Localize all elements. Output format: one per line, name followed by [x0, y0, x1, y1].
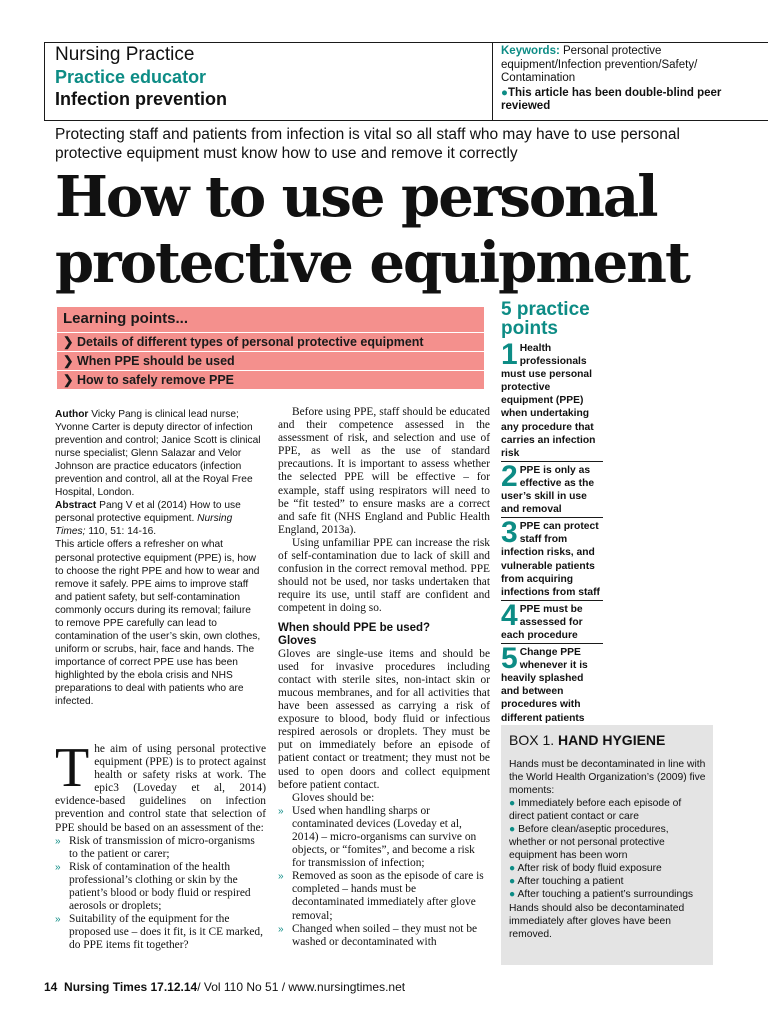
box-item [509, 862, 707, 875]
bullet-dot-icon: ● [509, 876, 516, 888]
topic-label: Infection prevention [55, 89, 228, 109]
double-chevron-icon: » [55, 914, 61, 926]
author-abstract-column [55, 408, 262, 708]
list-item-text: Removed as soon as the episode of care is completed – hands must be decontaminated immediately after glove removal; [292, 870, 484, 922]
learning-point [57, 332, 484, 351]
citation-text: Pang V et al (2014) How to use personal protective equipment. [55, 500, 241, 525]
box-item-text: After touching a patient [517, 876, 624, 888]
practice-point [501, 459, 603, 518]
learning-point [57, 370, 484, 389]
list-item [55, 861, 266, 913]
list-item-text: Used when handling sharps or contaminated devices (Loveday et al, 2014) – micro-organisms can survive on objects, or “fomites”, and become a risk for transmission of infection; [292, 804, 477, 870]
paragraph: Gloves are single-use items and should be used for invasive procedures including contact with sterile sites, non-intact skin or mucous membranes, and for all activities that have been assessed as carrying a risk of exposure to blood, body fluid or infectious respired aerosols or droplets. They must be put on immediately before an episode of patient contact or treatment; they must not be used to open doors and collect equipment before patient contact. [278, 647, 490, 791]
section-label: Nursing Practice [55, 44, 195, 65]
double-chevron-icon: » [278, 805, 284, 817]
subheading-gloves: Gloves [278, 634, 317, 647]
paragraph: Using unfamiliar PPE can increase the risk of self-contamination due to lack of skill and confusion in the correct removal method. PPE should not be used, nor tasks undertaken that require its use, until staff are confident and competent in doing so. [278, 536, 490, 615]
citation-volume: 110, 51: 14-16. [88, 526, 157, 538]
list-item-text: Risk of contamination of the health professional’s clothing or skin by the patient’s blood or body fluid or respired aerosols or droplets; [69, 860, 251, 913]
practice-point-text: PPE can protect staff from infection risks, and vulnerable patients from acquiring infections from staff [501, 521, 600, 598]
list-item [278, 923, 490, 949]
practice-point [501, 642, 603, 726]
peer-review-note: This article has been double-blind peer reviewed [501, 86, 722, 112]
practice-points-list [501, 338, 603, 728]
double-chevron-icon: » [278, 871, 284, 883]
header-rule-divider [492, 42, 493, 120]
practice-point-text: Change PPE whenever it is heavily splashed and between procedures with different patients [501, 647, 588, 724]
page-footer [44, 980, 405, 994]
abstract-label: Abstract [55, 500, 97, 512]
learning-point-text: Details of different types of personal protective equipment [77, 335, 424, 349]
learning-point [57, 351, 484, 370]
list-item-text: Risk of transmission of micro-organisms to the patient or carer; [69, 834, 255, 860]
list-item [278, 870, 490, 922]
page-number: 14 [44, 980, 58, 994]
box-title [501, 725, 713, 754]
practice-point [501, 516, 603, 601]
box-heading: HAND HYGIENE [558, 732, 666, 748]
bullet-dot-icon: ● [509, 824, 516, 836]
learning-point-text: How to safely remove PPE [77, 373, 235, 387]
keywords-label: Keywords: [501, 45, 560, 57]
body-column-2 [278, 406, 490, 949]
learning-point-text: When PPE should be used [77, 354, 235, 368]
footer-journal: Nursing Times 17.12.14 [64, 980, 198, 994]
assessment-list [55, 835, 266, 953]
abstract-citation [55, 499, 262, 538]
double-chevron-icon: » [55, 861, 61, 873]
chevron-right-icon: ❯ [63, 354, 74, 368]
body-column-1 [55, 737, 266, 953]
practice-point-text: Health professionals must use personal protective equipment (PPE) when undertaking any procedure that carries an infection risk [501, 343, 596, 459]
subheading: When should PPE be used? [278, 621, 431, 634]
learning-points-title: Learning points... [63, 310, 189, 327]
list-item-text: Suitability of the equipment for the proposed use – does it fit, is it CE marked, do PPE items fit together? [69, 913, 263, 952]
keywords-block [501, 45, 731, 114]
box-item [509, 875, 707, 888]
practice-point-text: PPE is only as effective as the user’s skill in use and removal [501, 464, 595, 516]
paragraph: Gloves should be: [292, 791, 375, 804]
double-chevron-icon: » [55, 835, 61, 847]
bullet-dot-icon: ● [509, 889, 516, 901]
list-item-text: Changed when soiled – they must not be washed or decontaminated with [292, 922, 478, 948]
standfirst: Protecting staff and patients from infection is vital so all staff who may have to use personal protective equipment must know how to use and remove it correctly [55, 126, 680, 162]
practice-point-number: 5 [501, 642, 518, 676]
practice-points-title: 5 practice points [501, 299, 590, 339]
subsection-label: Practice educator [55, 67, 207, 87]
chevron-right-icon: ❯ [63, 335, 74, 349]
bullet-dot-icon: ● [501, 86, 508, 99]
author-text: Vicky Pang is clinical lead nurse; Yvonne Carter is deputy director of infection prevention and control; Janice Scott is clinical nurse specialist; Glenn Salazar and Velor Johnson are practice educators (infection prevention and control, all at the Royal Free Hospital, London. [55, 409, 261, 499]
box-item [509, 888, 707, 901]
journal-name: Nursing Times; [55, 513, 233, 538]
double-chevron-icon: » [278, 923, 284, 935]
box-item-text: After risk of body fluid exposure [517, 863, 662, 875]
keywords-text: Personal protective equipment/Infection prevention/Safety/ Contamination [501, 45, 698, 84]
header-rule-left [44, 42, 45, 120]
practice-point-number: 4 [501, 598, 518, 632]
footer-issue: / Vol 110 No 51 / www.nursingtimes.net [197, 980, 406, 994]
list-item [55, 835, 266, 861]
list-item [278, 805, 490, 870]
drop-cap: T [55, 737, 90, 799]
box-item-text: After touching a patient’s surroundings [517, 889, 694, 901]
paragraph: Before using PPE, staff should be educated and their competence assessed in the assessment of risk, and selection and use of PPE, as well as the use of standard precautions. It is important to assess whether the selected PPE will be effective – for example, staff using respirators will need to be “fit tested” to ensure masks are a correct and safe fit (NHS England and Public Health England, 2013a). [278, 406, 490, 536]
intro-text: he aim of using personal protective equipment (PPE) is to protect against health or safety risks at work. The epic3 (Loveday et al, 2014) evidence-based guidelines on infection prevention and control state that selection of PPE should be based on an assessment of the: [55, 743, 266, 834]
author-label: Author [55, 409, 89, 420]
intro-paragraph [55, 737, 266, 835]
author-info [55, 408, 262, 499]
bullet-dot-icon: ● [509, 798, 516, 810]
practice-point-number: 1 [501, 338, 518, 371]
practice-point-number: 3 [501, 516, 518, 550]
box-intro: Hands must be decontaminated in line with the World Health Organization’s (2009) five moments: [509, 759, 706, 797]
list-item [55, 913, 266, 952]
box-label: BOX 1. [509, 732, 555, 748]
abstract-text: This article offers a refresher on what personal protective equipment (PPE) is, how to choose the right PPE and how to wear and remove it safely. PPE aims to improve staff and patient safety, but self-contamination commonly occurs during its removal; failure to remove PPE carefully can lead to contamination of the user’s skin, own clothes, uniform or scrubs, hair, face and hands. The importance of correct PPE use has been highlighted by the ebola crisis and NHS preparations to deal with patients who are infected. [55, 539, 261, 708]
header-rule-top [44, 42, 768, 43]
box-item-text: Immediately before each episode of direct patient contact or care [509, 798, 682, 823]
bullet-dot-icon: ● [509, 863, 516, 875]
hand-hygiene-box [501, 725, 713, 965]
header-rule-bottom [44, 120, 768, 121]
learning-points-box [57, 307, 484, 389]
chevron-right-icon: ❯ [63, 373, 74, 387]
practice-point [501, 338, 603, 462]
box-item [509, 797, 707, 823]
box-outro: Hands should also be decontaminated immediately after gloves have been removed. [509, 902, 685, 940]
practice-point [501, 598, 603, 644]
practice-point-number: 2 [501, 459, 518, 493]
box-item-text: Before clean/aseptic procedures, whether or not personal protective equipment has been worn [509, 824, 669, 862]
article-headline: How to use personal protective equipment [55, 164, 689, 296]
box-item [509, 823, 707, 862]
gloves-list [278, 805, 490, 949]
box-body [501, 754, 713, 941]
practice-point-text: PPE must be assessed for each procedure [501, 603, 583, 641]
